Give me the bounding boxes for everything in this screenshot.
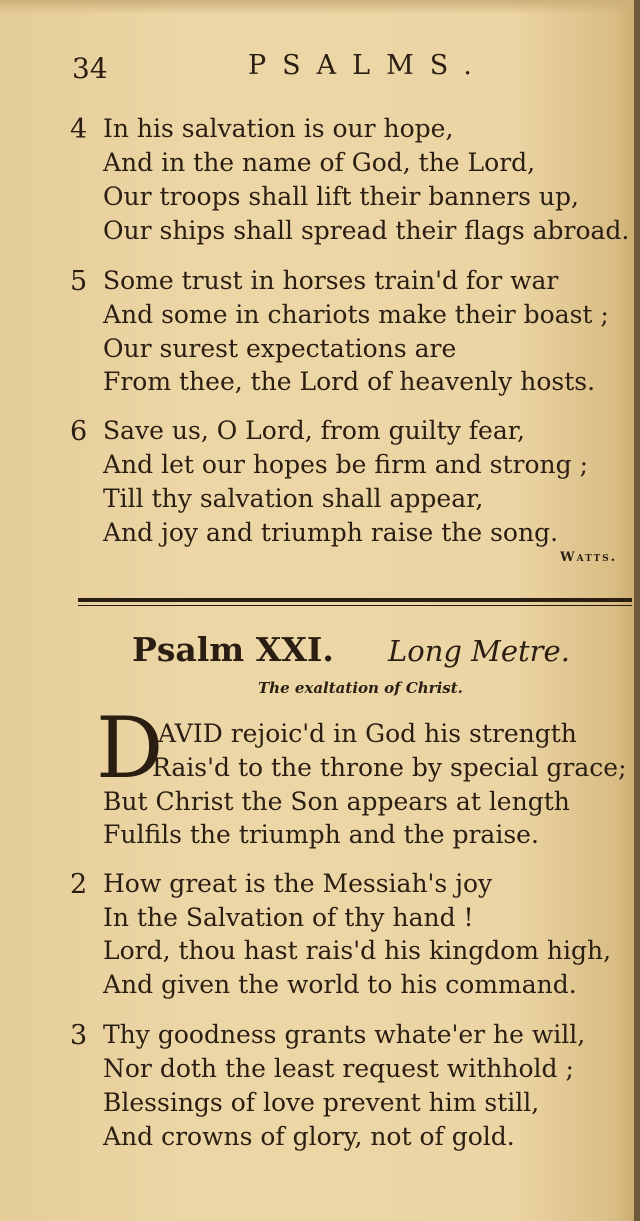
page-right-edge bbox=[634, 0, 640, 1221]
running-head bbox=[72, 50, 552, 90]
verse-line: And in the name of God, the Lord, bbox=[103, 148, 536, 177]
verse-line: Fulfils the triumph and the praise. bbox=[103, 820, 539, 849]
verse-line: From thee, the Lord of heavenly hosts. bbox=[103, 367, 596, 396]
verse-line: And some in chariots make their boast ; bbox=[103, 300, 609, 329]
verse-line: But Christ the Son appears at length bbox=[103, 787, 570, 816]
verse-number: 5 bbox=[70, 266, 88, 297]
verse-line: How great is the Messiah's joy bbox=[103, 869, 493, 898]
verse-line: And crowns of glory, not of gold. bbox=[103, 1122, 515, 1151]
verse-line: Nor doth the least request withhold ; bbox=[103, 1054, 574, 1083]
verse-line: Our troops shall lift their banners up, bbox=[103, 182, 579, 211]
running-title: PSALMS. bbox=[248, 50, 488, 81]
verse-line: And joy and triumph raise the song. bbox=[103, 518, 559, 547]
section-rule-thick bbox=[78, 598, 632, 602]
verse-line: Blessings of love prevent him still, bbox=[103, 1088, 540, 1117]
drop-cap: D bbox=[96, 699, 164, 797]
verse-line: Save us, O Lord, from guilty fear, bbox=[103, 416, 525, 445]
verse-line: Our surest expectations are bbox=[103, 334, 457, 363]
verse-line: Thy goodness grants whate'er he will, bbox=[103, 1020, 586, 1049]
page-number: 34 bbox=[72, 52, 108, 85]
verse-number: 6 bbox=[70, 416, 88, 447]
verse-line: Till thy salvation shall appear, bbox=[103, 484, 484, 513]
verse-number: 2 bbox=[70, 869, 88, 900]
page-top-shadow bbox=[0, 0, 640, 14]
verse-line: And let our hopes be firm and strong ; bbox=[103, 450, 588, 479]
author-attribution: Watts. bbox=[560, 550, 618, 565]
verse-line: AVID rejoic'd in God his strength bbox=[158, 719, 577, 748]
section-rule-thin bbox=[78, 605, 632, 606]
metre-label: Long Metre. bbox=[388, 634, 570, 668]
psalm-title: Psalm XXI. bbox=[132, 630, 334, 669]
verse-line: And given the world to his command. bbox=[103, 970, 577, 999]
verse-line: In the Salvation of thy hand ! bbox=[103, 903, 474, 932]
psalm-subtitle: The exaltation of Christ. bbox=[258, 679, 463, 697]
verse-number: 3 bbox=[70, 1020, 88, 1051]
verse-line: Lord, thou hast rais'd his kingdom high, bbox=[103, 936, 612, 965]
verse-line: In his salvation is our hope, bbox=[103, 114, 454, 143]
verse-line: Our ships shall spread their flags abroad. bbox=[103, 216, 630, 245]
verse-line: Some trust in horses train'd for war bbox=[103, 266, 559, 295]
verse-line: Rais'd to the throne by special grace; bbox=[152, 753, 627, 782]
verse-number: 4 bbox=[70, 114, 88, 145]
